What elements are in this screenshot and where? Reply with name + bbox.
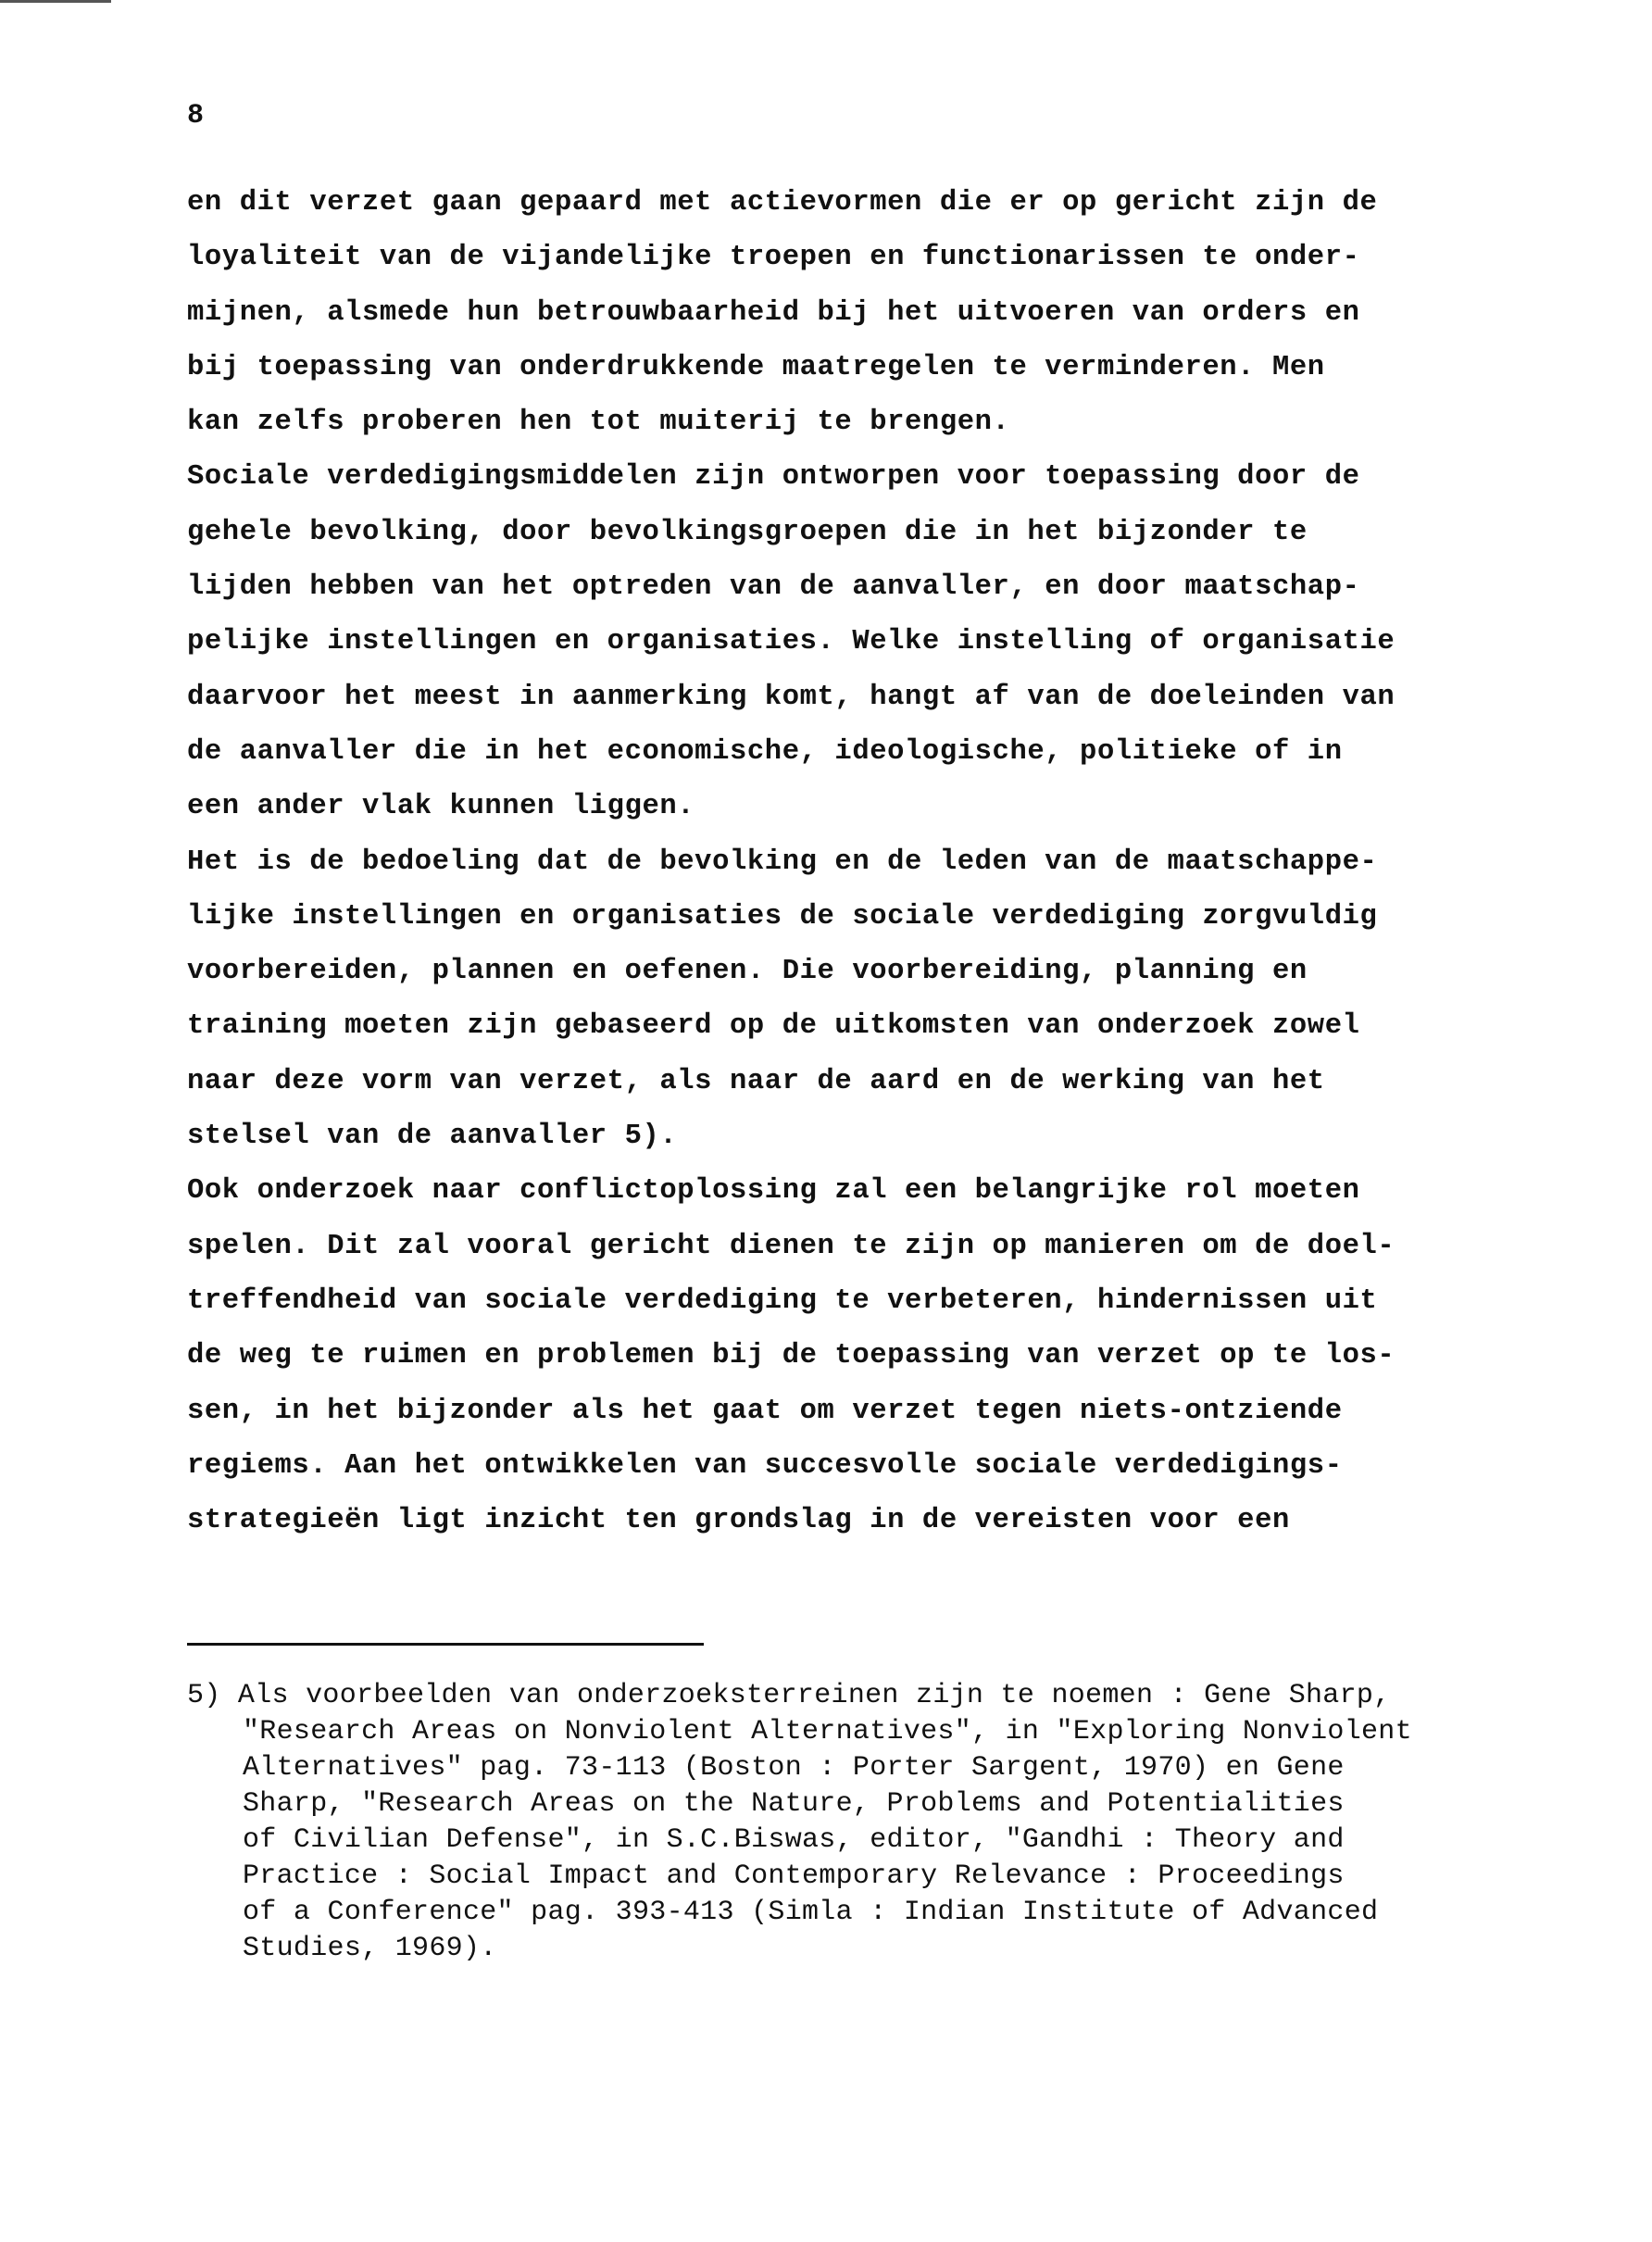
body-line: daarvoor het meest in aanmerking komt, hangt af van de doeleinden van [187, 681, 1395, 713]
body-line: Sociale verdedigingsmiddelen zijn ontworpen voor toepassing door de [187, 461, 1360, 494]
body-line: kan zelfs proberen hen tot muiterij te brengen. [187, 407, 1010, 439]
body-line: training moeten zijn gebaseerd op de uitkomsten van onderzoek zowel [187, 1010, 1360, 1043]
body-line: en dit verzet gaan gepaard met actievormen die er op gericht zijn de [187, 187, 1378, 219]
footnote-line: Sharp, "Research Areas on the Nature, Problems and Potentialities [243, 1788, 1345, 1820]
footnote-separator [187, 1643, 704, 1646]
body-line: de weg te ruimen en problemen bij de toepassing van verzet op te los- [187, 1340, 1395, 1372]
body-line: Het is de bedoeling dat de bevolking en de leden van de maatschappe- [187, 845, 1378, 878]
body-line: voorbereiden, plannen en oefenen. Die voorbereiding, planning en [187, 956, 1308, 988]
body-line: gehele bevolking, door bevolkingsgroepen die in het bijzonder te [187, 516, 1308, 548]
footnote-line: of Civilian Defense", in S.C.Biswas, editor, "Gandhi : Theory and [243, 1824, 1345, 1856]
body-line: lijden hebben van het optreden van de aanvaller, en door maatschap- [187, 571, 1360, 604]
body-line: strategieën ligt inzicht ten grondslag in de vereisten voor een [187, 1505, 1290, 1537]
body-line: een ander vlak kunnen liggen. [187, 791, 695, 823]
scan-edge-mark [0, 0, 111, 3]
body-line: bij toepassing van onderdrukkende maatregelen te verminderen. Men [187, 351, 1325, 383]
body-text [187, 176, 1483, 1548]
body-line: loyaliteit van de vijandelijke troepen en functionarissen te onder- [187, 242, 1360, 274]
body-line: mijnen, alsmede hun betrouwbaarheid bij het uitvoeren van orders en [187, 296, 1360, 329]
body-line: regiems. Aan het ontwikkelen van succesvolle sociale verdedigings- [187, 1449, 1343, 1482]
body-line: Ook onderzoek naar conflictoplossing zal een belangrijke rol moeten [187, 1175, 1360, 1208]
footnote-line: of a Conference" pag. 393-413 (Simla : Indian Institute of Advanced [243, 1897, 1379, 1928]
body-line: spelen. Dit zal vooral gericht dienen te zijn op manieren om de doel- [187, 1230, 1395, 1262]
body-line: de aanvaller die in het economische, ideologische, politieke of in [187, 735, 1343, 768]
footnote-line: "Research Areas on Nonviolent Alternatives", in "Exploring Nonviolent [243, 1716, 1412, 1747]
body-line: naar deze vorm van verzet, als naar de aard en de werking van het [187, 1065, 1325, 1097]
footnote-line: 5) Als voorbeelden van onderzoeksterreinen zijn te noemen : Gene Sharp, [187, 1680, 1391, 1711]
body-line: lijke instellingen en organisaties de sociale verdediging zorgvuldig [187, 900, 1378, 933]
body-line: treffendheid van sociale verdediging te verbeteren, hindernissen uit [187, 1284, 1378, 1317]
page-number: 8 [187, 100, 205, 132]
footnote-line: Practice : Social Impact and Contemporary Relevance : Proceedings [243, 1860, 1345, 1892]
footnote-line: Alternatives" pag. 73-113 (Boston : Porter Sargent, 1970) en Gene [243, 1752, 1345, 1784]
footnote-line: Studies, 1969). [243, 1933, 497, 1964]
body-line: sen, in het bijzonder als het gaat om verzet tegen niets-ontziende [187, 1395, 1343, 1427]
body-line: stelsel van de aanvaller 5). [187, 1121, 678, 1153]
footnote-5 [187, 1678, 1502, 1967]
body-line: pelijke instellingen en organisaties. Welke instelling of organisatie [187, 626, 1395, 658]
